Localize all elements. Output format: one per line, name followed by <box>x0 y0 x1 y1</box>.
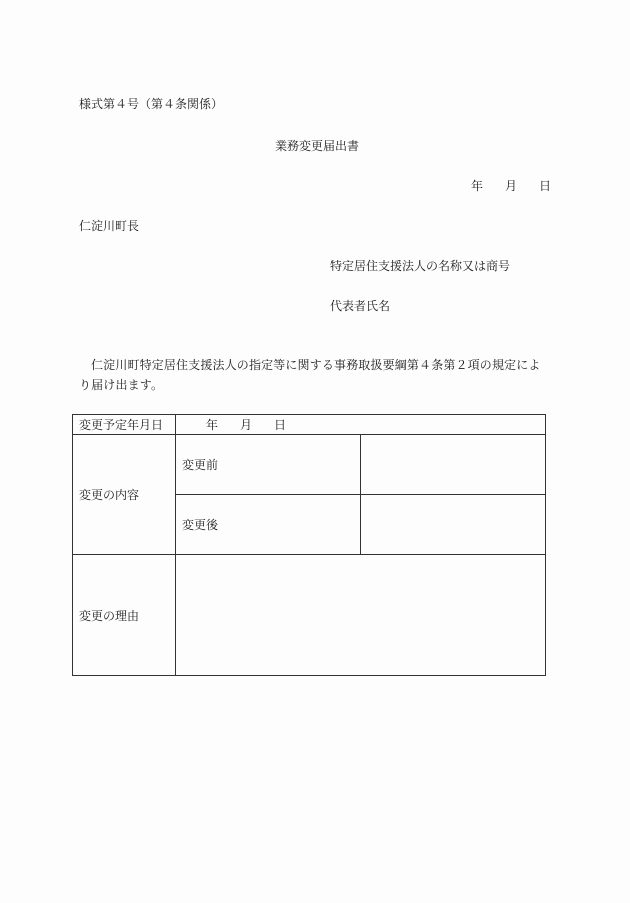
after-change-field[interactable] <box>361 495 546 555</box>
before-change-label: 変更前 <box>176 435 361 495</box>
table-row <box>73 415 546 435</box>
date-day-label: 日 <box>539 179 552 193</box>
table-date-month: 月 <box>240 418 253 432</box>
date-month-label: 月 <box>505 179 518 193</box>
scheduled-date-label: 変更予定年月日 <box>73 415 176 435</box>
table-date-day: 日 <box>274 418 287 432</box>
addressee: 仁淀川町長 <box>79 219 140 233</box>
change-content-label: 変更の内容 <box>73 435 176 555</box>
table-row <box>73 555 546 676</box>
table-date-year: 年 <box>206 418 219 432</box>
submission-date <box>471 178 551 194</box>
document-title: 業務変更届出書 <box>275 139 360 153</box>
change-reason-label: 変更の理由 <box>73 555 176 676</box>
corporation-name-label: 特定居住支援法人の名称又は商号 <box>330 259 511 273</box>
table-row <box>73 435 546 495</box>
representative-name-label: 代表者氏名 <box>330 299 391 313</box>
scheduled-date-field[interactable] <box>176 415 546 435</box>
change-form-table <box>72 414 546 676</box>
date-year-label: 年 <box>471 179 484 193</box>
body-text: 仁淀川町特定居住支援法人の指定等に関する事務取扱要綱第４条第２項の規定により届け出ます。 <box>79 358 541 392</box>
before-change-field[interactable] <box>361 435 546 495</box>
change-reason-field[interactable] <box>176 555 546 676</box>
after-change-label: 変更後 <box>176 495 361 555</box>
form-number: 様式第４号（第４条関係） <box>79 97 224 111</box>
